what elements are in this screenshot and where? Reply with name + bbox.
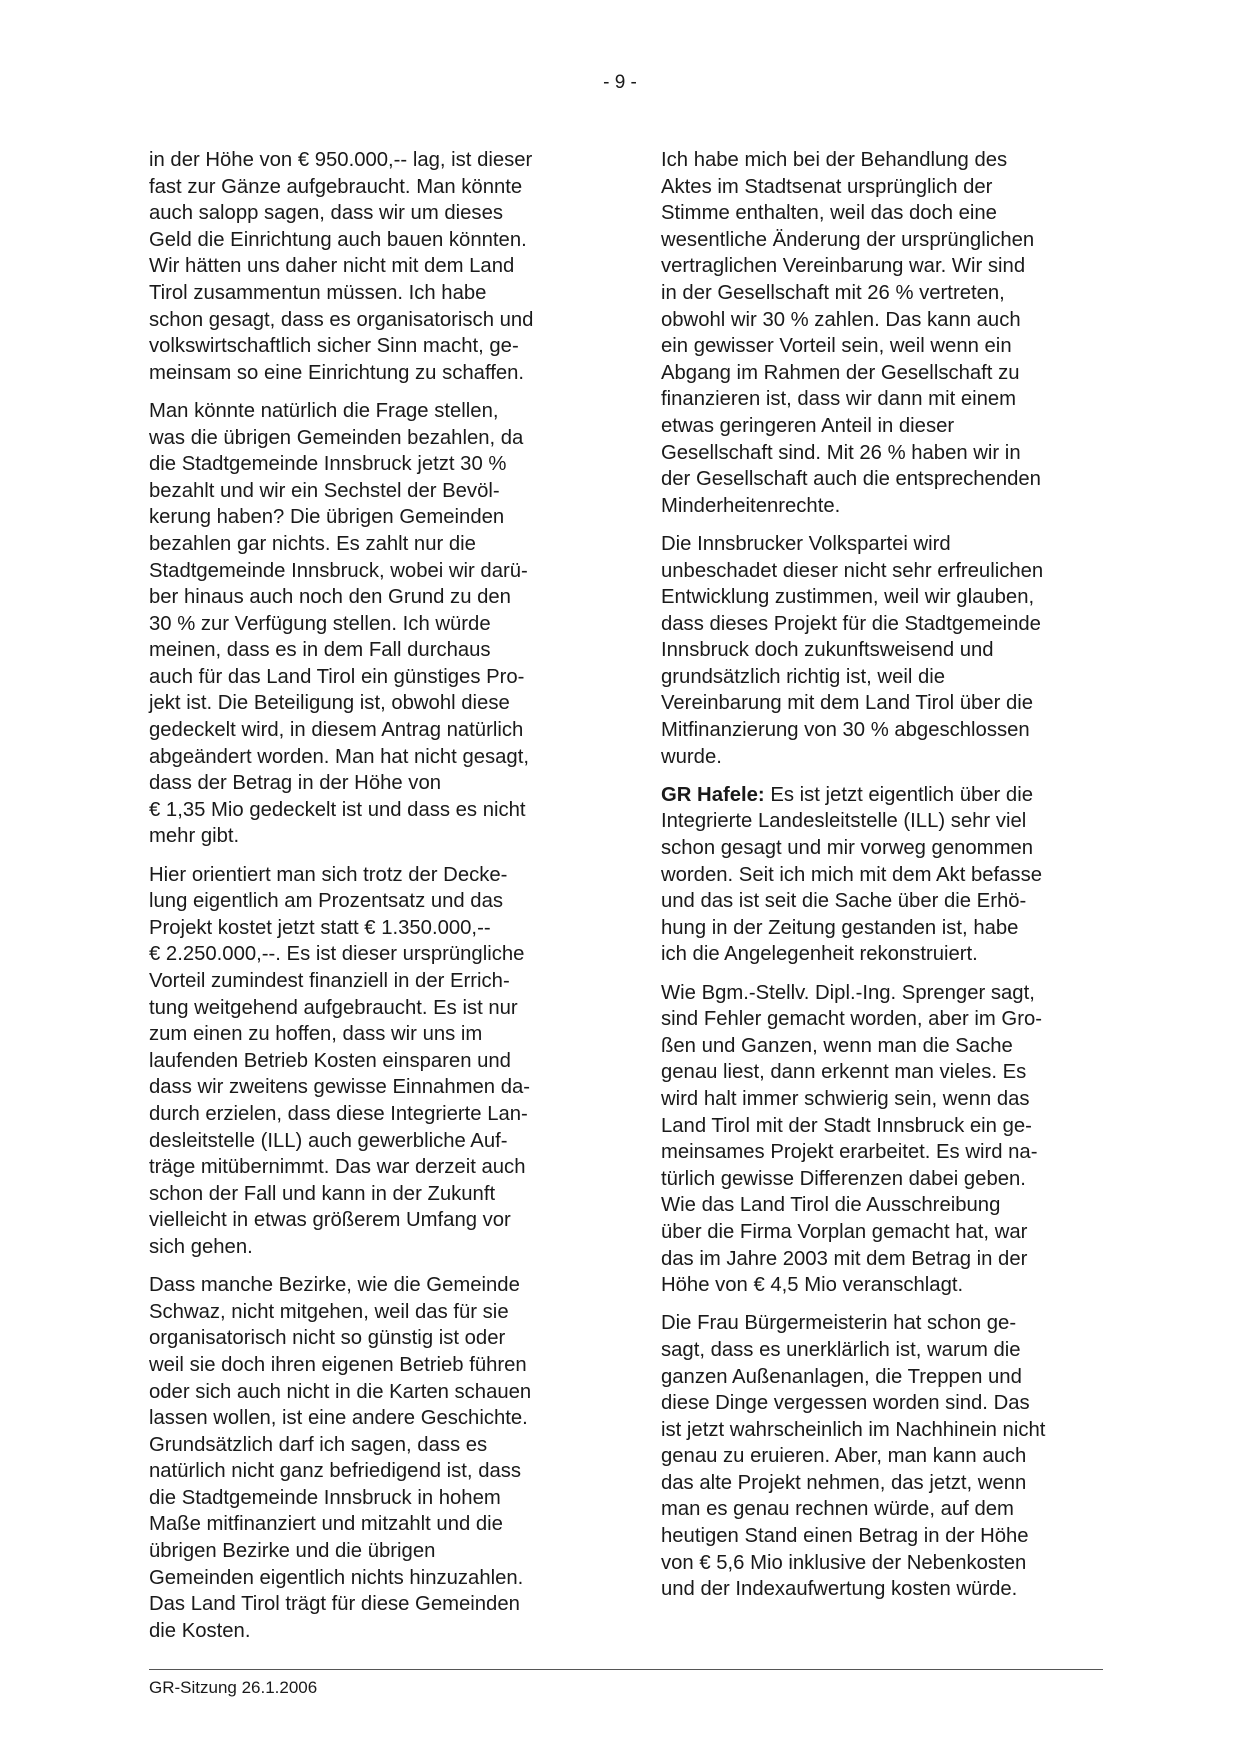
- text-line: Aktes im Stadtsenat ursprünglich der: [661, 175, 993, 198]
- text-line: Dass manche Bezirke, wie die Gemeinde: [149, 1274, 520, 1297]
- text-line: Geld die Einrichtung auch bauen könnten.: [149, 228, 527, 251]
- right-column: [661, 147, 1103, 1614]
- text-line: schon der Fall und kann in der Zukunft: [149, 1182, 496, 1205]
- text-line: obwohl wir 30 % zahlen. Das kann auch: [661, 308, 1021, 331]
- paragraph: [149, 862, 593, 1261]
- text-line: Stadtgemeinde Innsbruck, wobei wir darü-: [149, 559, 528, 582]
- text-line: Maße mitfinanziert und mitzahlt und die: [149, 1513, 503, 1536]
- text-line: unbeschadet dieser nicht sehr erfreulichen: [661, 559, 1044, 582]
- text-line: grundsätzlich richtig ist, weil die: [661, 665, 946, 688]
- text-line: tung weitgehend aufgebraucht. Es ist nur: [149, 996, 518, 1019]
- text-line: das im Jahre 2003 mit dem Betrag in der: [661, 1247, 1028, 1270]
- text-line: Tirol zusammentun müssen. Ich habe: [149, 281, 487, 304]
- text-line: sind Fehler gemacht worden, aber im Gro-: [661, 1008, 1042, 1031]
- text-line: schon gesagt und mir vorweg genommen: [661, 837, 1034, 860]
- text-line: Innsbruck doch zukunftsweisend und: [661, 639, 994, 662]
- text-line: Grundsätzlich darf ich sagen, dass es: [149, 1433, 488, 1456]
- text-line: genau zu eruieren. Aber, man kann auch: [661, 1445, 1027, 1468]
- text-line: schon gesagt, dass es organisatorisch und: [149, 308, 534, 331]
- text-line: desleitstelle (ILL) auch gewerbliche Auf-: [149, 1129, 508, 1152]
- text-line: Wie das Land Tirol die Ausschreibung: [661, 1194, 1001, 1217]
- text-line: ich die Angelegenheit rekonstruiert.: [661, 943, 978, 966]
- paragraph: [661, 1310, 1103, 1603]
- text-line: die Kosten.: [149, 1619, 251, 1642]
- speaker-name: GR Hafele:: [661, 783, 765, 806]
- text-line: meinsames Projekt erarbeitet. Es wird na-: [661, 1141, 1038, 1164]
- text-line: genau liest, dann erkennt man vieles. Es: [661, 1061, 1027, 1084]
- text-line: diese Dinge vergessen worden sind. Das: [661, 1392, 1030, 1415]
- paragraph: [661, 147, 1103, 519]
- text-line: Vereinbarung mit dem Land Tirol über die: [661, 692, 1034, 715]
- text-line: die Stadtgemeinde Innsbruck jetzt 30 %: [149, 453, 507, 476]
- text-line: bezahlen gar nichts. Es zahlt nur die: [149, 532, 476, 555]
- text-line: Wir hätten uns daher nicht mit dem Land: [149, 255, 515, 278]
- text-line: bezahlt und wir ein Sechstel der Bevöl-: [149, 479, 500, 502]
- text-line: wurde.: [661, 745, 722, 768]
- text-line: gedeckelt wird, in diesem Antrag natürlich: [149, 719, 524, 742]
- text-line: heutigen Stand einen Betrag in der Höhe: [661, 1525, 1029, 1548]
- text-line: € 2.250.000,--. Es ist dieser ursprüngliche: [149, 943, 525, 966]
- text-line: abgeändert worden. Man hat nicht gesagt,: [149, 745, 529, 768]
- text-line: in der Höhe von € 950.000,-- lag, ist dieser: [149, 149, 533, 171]
- text-line: Stimme enthalten, weil das doch eine: [661, 202, 997, 225]
- text-line: dass wir zweitens gewisse Einnahmen da-: [149, 1076, 531, 1099]
- text-line: mehr gibt.: [149, 825, 240, 848]
- text-line: Projekt kostet jetzt statt € 1.350.000,--: [149, 916, 491, 939]
- text-line: dass dieses Projekt für die Stadtgemeinde: [661, 612, 1041, 635]
- speaker-text: Es ist jetzt eigentlich über die: [764, 783, 1033, 806]
- paragraph: [149, 398, 593, 850]
- text-line: auch für das Land Tirol ein günstiges Pro-: [149, 665, 525, 688]
- paragraph: [661, 980, 1103, 1299]
- text-line: ein gewisser Vorteil sein, weil wenn ein: [661, 335, 1012, 358]
- text-line: die Stadtgemeinde Innsbruck in hohem: [149, 1486, 501, 1509]
- paragraph: [661, 782, 1103, 968]
- text-line: [661, 782, 1103, 809]
- text-line: türlich gewisse Differenzen dabei geben.: [661, 1167, 1026, 1190]
- text-line: etwas geringeren Anteil in dieser: [661, 414, 955, 437]
- text-line: das alte Projekt nehmen, das jetzt, wenn: [661, 1471, 1027, 1494]
- text-line: Entwicklung zustimmen, weil wir glauben,: [661, 586, 1035, 609]
- text-line: finanzieren ist, dass wir dann mit einem: [661, 388, 1017, 411]
- text-line: über die Firma Vorplan gemacht hat, war: [661, 1220, 1028, 1243]
- text-line: Die Innsbrucker Volkspartei wird: [661, 532, 951, 555]
- text-line: jekt ist. Die Beteiligung ist, obwohl diese: [149, 692, 510, 715]
- text-line: dass der Betrag in der Höhe von: [149, 772, 441, 795]
- text-line: worden. Seit ich mich mit dem Akt befasse: [661, 863, 1042, 886]
- left-column: [149, 147, 593, 1656]
- text-line: durch erzielen, dass diese Integrierte Lan-: [149, 1102, 528, 1125]
- text-line: vertraglichen Vereinbarung war. Wir sind: [661, 255, 1026, 278]
- text-line: Minderheitenrechte.: [661, 494, 841, 517]
- text-line: was die übrigen Gemeinden bezahlen, da: [149, 426, 524, 449]
- page-number: - 9 -: [603, 72, 637, 93]
- paragraph: [149, 147, 593, 386]
- text-line: Vorteil zumindest finanziell in der Errich-: [149, 970, 510, 992]
- footer-session-label: GR-Sitzung 26.1.2006: [149, 1678, 318, 1697]
- text-line: übrigen Bezirke und die übrigen: [149, 1540, 436, 1563]
- text-line: Gemeinden eigentlich nichts hinzuzahlen.: [149, 1566, 524, 1589]
- text-line: laufenden Betrieb Kosten einsparen und: [149, 1049, 511, 1072]
- text-line: auch salopp sagen, dass wir um dieses: [149, 202, 503, 225]
- text-line: Wie Bgm.-Stellv. Dipl.-Ing. Sprenger sagt,: [661, 981, 1035, 1004]
- text-line: wird halt immer schwierig sein, wenn das: [661, 1087, 1030, 1110]
- text-line: meinen, dass es in dem Fall durchaus: [149, 639, 491, 662]
- text-line: von € 5,6 Mio inklusive der Nebenkosten: [661, 1551, 1027, 1574]
- paragraph: [661, 531, 1103, 770]
- text-line: lung eigentlich am Prozentsatz und das: [149, 890, 504, 913]
- text-line: vielleicht in etwas größerem Umfang vor: [149, 1209, 511, 1232]
- text-line: der Gesellschaft auch die entsprechenden: [661, 468, 1041, 491]
- text-line: und das ist seit die Sache über die Erhö-: [661, 890, 1027, 913]
- text-line: Schwaz, nicht mitgehen, weil das für sie: [149, 1300, 509, 1323]
- text-line: sich gehen.: [149, 1235, 253, 1258]
- text-line: Land Tirol mit der Stadt Innsbruck ein ge-: [661, 1114, 1032, 1137]
- text-line: lassen wollen, ist eine andere Geschichte.: [149, 1407, 528, 1430]
- text-line: fast zur Gänze aufgebraucht. Man könnte: [149, 175, 523, 198]
- paragraph: [149, 1272, 593, 1644]
- text-line: Die Frau Bürgermeisterin hat schon ge-: [661, 1312, 1017, 1335]
- text-line: organisatorisch nicht so günstig ist oder: [149, 1327, 506, 1350]
- text-line: träge mitübernimmt. Das war derzeit auch: [149, 1156, 526, 1179]
- text-line: Mitfinanzierung von 30 % abgeschlossen: [661, 719, 1030, 742]
- text-line: Höhe von € 4,5 Mio veranschlagt.: [661, 1274, 964, 1297]
- text-line: weil sie doch ihren eigenen Betrieb führen: [149, 1353, 527, 1376]
- text-line: sagt, dass es unerklärlich ist, warum die: [661, 1338, 1021, 1361]
- text-line: oder sich auch nicht in die Karten schauen: [149, 1380, 532, 1403]
- text-line: Man könnte natürlich die Frage stellen,: [149, 399, 499, 422]
- text-line: Hier orientiert man sich trotz der Decke-: [149, 863, 508, 886]
- text-line: Das Land Tirol trägt für diese Gemeinden: [149, 1593, 520, 1616]
- text-line: 30 % zur Verfügung stellen. Ich würde: [149, 612, 491, 635]
- text-line: hung in der Zeitung gestanden ist, habe: [661, 916, 1019, 939]
- text-line: ist jetzt wahrscheinlich im Nachhinein nicht: [661, 1418, 1046, 1441]
- text-line: man es genau rechnen würde, auf dem: [661, 1498, 1014, 1521]
- text-line: und der Indexaufwertung kosten würde.: [661, 1578, 1018, 1601]
- text-line: kerung haben? Die übrigen Gemeinden: [149, 506, 505, 529]
- text-line: Abgang im Rahmen der Gesellschaft zu: [661, 361, 1020, 384]
- text-line: natürlich nicht ganz befriedigend ist, dass: [149, 1460, 522, 1483]
- text-line: zum einen zu hoffen, dass wir uns im: [149, 1023, 483, 1046]
- text-line: ganzen Außenanlagen, die Treppen und: [661, 1365, 1022, 1388]
- text-line: ber hinaus auch noch den Grund zu den: [149, 586, 511, 609]
- text-line: in der Gesellschaft mit 26 % vertreten,: [661, 281, 1005, 304]
- text-line: Gesellschaft sind. Mit 26 % haben wir in: [661, 441, 1021, 464]
- text-line: ßen und Ganzen, wenn man die Sache: [661, 1034, 1013, 1057]
- footer-divider: [149, 1669, 1103, 1670]
- text-line: wesentliche Änderung der ursprünglichen: [661, 228, 1035, 251]
- text-line: Integrierte Landesleitstelle (ILL) sehr viel: [661, 810, 1027, 833]
- text-line: Ich habe mich bei der Behandlung des: [661, 149, 1008, 171]
- text-line: volkswirtschaftlich sicher Sinn macht, ge-: [149, 335, 519, 358]
- text-line: € 1,35 Mio gedeckelt ist und dass es nicht: [149, 798, 526, 821]
- text-line: meinsam so eine Einrichtung zu schaffen.: [149, 361, 525, 384]
